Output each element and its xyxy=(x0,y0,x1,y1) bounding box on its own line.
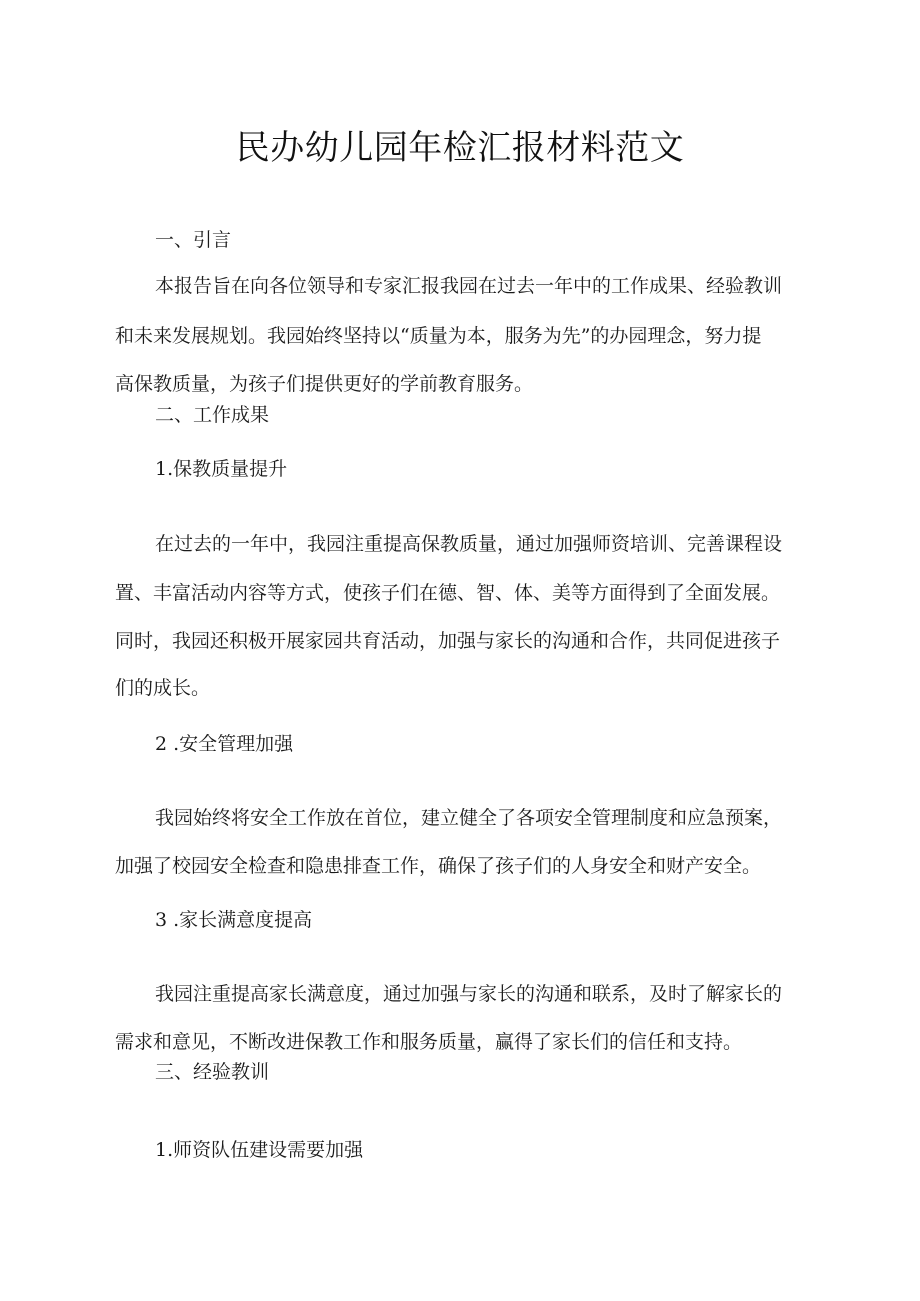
paragraph-line: 本报告旨在向各位领导和专家汇报我园在过去一年中的工作成果、经验教训 xyxy=(155,275,783,297)
paragraph-line: 高保教质量，为孩子们提供更好的学前教育服务。 xyxy=(115,373,534,395)
document-title: 民办幼儿园年检汇报材料范文 xyxy=(235,128,685,168)
paragraph-line: 在过去的一年中，我园注重提高保教质量，通过加强师资培训、完善课程设 xyxy=(155,533,783,555)
section-heading-intro: 一、引言 xyxy=(155,229,232,251)
subsection-heading: 3 .家长满意度提高 xyxy=(155,909,313,931)
subsection-heading: 1.保教质量提升 xyxy=(155,458,288,480)
paragraph-line: 需求和意见，不断改进保教工作和服务质量，赢得了家长们的信任和支持。 xyxy=(115,1031,743,1053)
paragraph-line: 同时，我园还积极开展家园共育活动，加强与家长的沟通和合作，共同促进孩子 xyxy=(115,630,781,652)
paragraph-line: 们的成长。 xyxy=(115,677,211,699)
paragraph-line: 和未来发展规划。我园始终坚持以“质量为本，服务为先”的办园理念，努力提 xyxy=(115,325,762,347)
paragraph-line: 加强了校园安全检查和隐患排查工作，确保了孩子们的人身安全和财产安全。 xyxy=(115,855,762,877)
section-heading-lessons: 三、经验教训 xyxy=(155,1061,270,1083)
paragraph-line: 我园注重提高家长满意度，通过加强与家长的沟通和联系，及时了解家长的 xyxy=(155,983,783,1005)
subsection-heading: 1.师资队伍建设需要加强 xyxy=(155,1139,364,1161)
paragraph-line: 置、丰富活动内容等方式，使孩子们在德、智、体、美等方面得到了全面发展。 xyxy=(115,582,781,604)
subsection-heading: 2 .安全管理加强 xyxy=(155,733,294,755)
section-heading-results: 二、工作成果 xyxy=(155,404,270,426)
paragraph-line: 我园始终将安全工作放在首位，建立健全了各项安全管理制度和应急预案， xyxy=(155,807,783,829)
